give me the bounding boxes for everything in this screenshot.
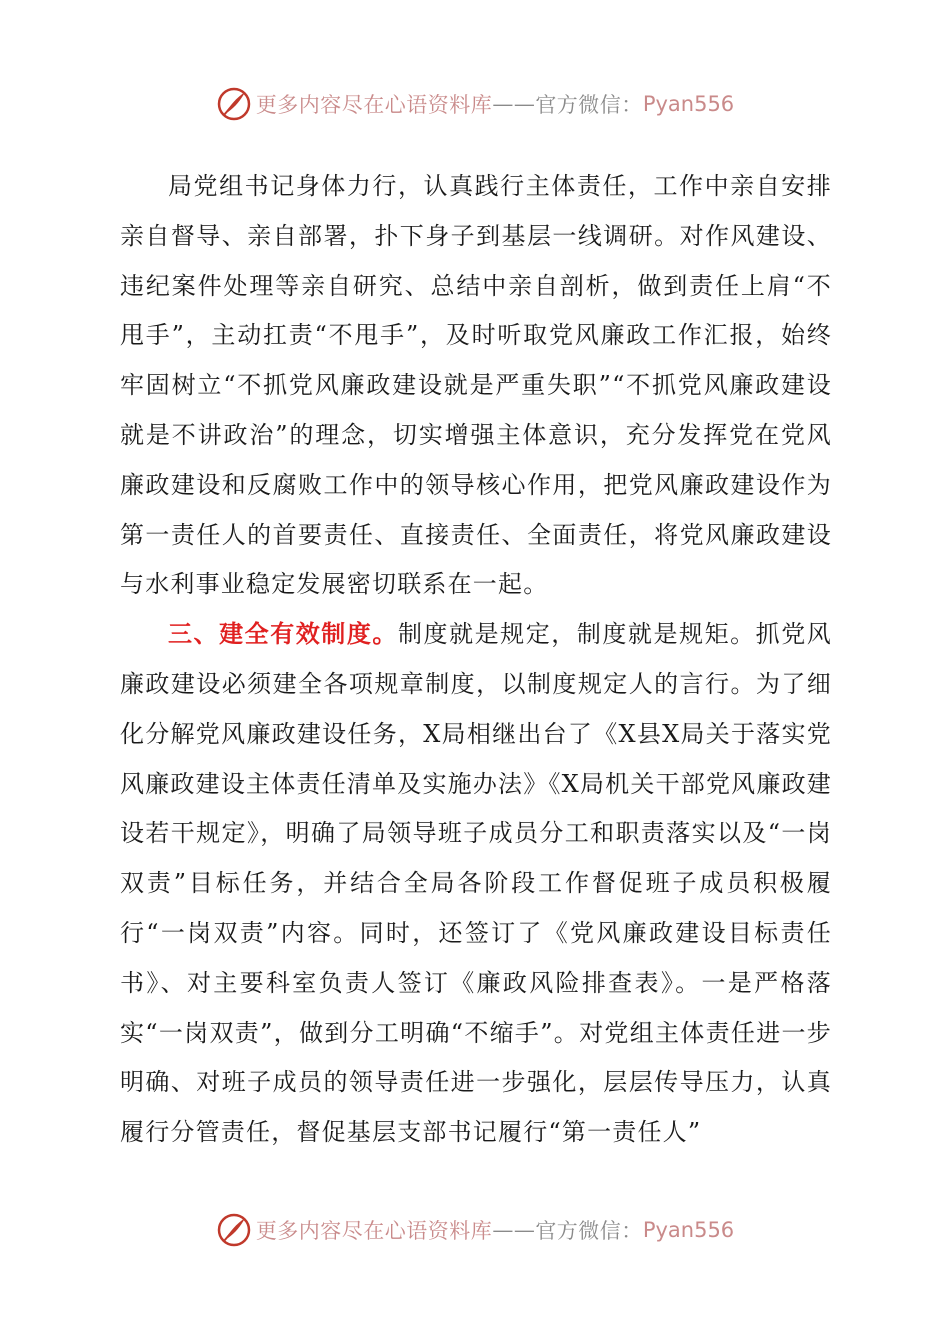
paragraph-2 bbox=[120, 610, 832, 1158]
section-heading: 三、建全有效制度。 bbox=[168, 620, 398, 649]
banner-prefix: 更多内容尽在心语资料库 bbox=[255, 93, 493, 117]
header-watermark-banner bbox=[0, 82, 950, 126]
quill-logo-icon bbox=[216, 1212, 252, 1248]
banner-wechat-id: Pyan556 bbox=[642, 1218, 735, 1242]
banner-official: 官方微信： bbox=[535, 1219, 643, 1243]
paragraph-1-text: 局党组书记身体力行，认真践行主体责任，工作中亲自安排亲自督导、亲自部署，扑下身子到基层一线调研。对作风建设、违纪案件处理等亲自研究、总结中亲自剖析，做到责任上肩“不甩手”，主动扛责“不甩手”，及时听取党风廉政工作汇报，始终牢固树立“不抓党风廉政建设就是严重失职”“不抓党风廉政建设就是不讲政治”的理念，切实增强主体意识，充分发挥党在党风廉政建设和反腐败工作中的领导核心作用，把党风廉政建设作为第一责任人的首要责任、直接责任、全面责任，将党风廉政建设与水利事业稳定发展密切联系在一起。 bbox=[120, 172, 832, 599]
banner-official: 官方微信： bbox=[535, 93, 643, 117]
footer-watermark-banner bbox=[0, 1208, 950, 1252]
banner-dash: —— bbox=[492, 1218, 536, 1242]
paragraph-2-text: 制度就是规定，制度就是规矩。抓党风廉政建设必须建全各项规章制度，以制度规定人的言行。为了细化分解党风廉政建设任务，X局相继出台了《X县X局关于落实党风廉政建设主体责任清单及实施办法》《X局机关干部党风廉政建设若干规定》，明确了局领导班子成员分工和职责落实以及“一岗双责”目标任务，并结合全局各阶段工作督促班子成员积极履行“一岗双责”内容。同时，还签订了《党风廉政建设目标责任书》、对主要科室负责人签订《廉政风险排查表》。一是严格落实“一岗双责”，做到分工明确“不缩手”。对党组主体责任进一步明确、对班子成员的领导责任进一步强化，层层传导压力，认真履行分管责任，督促基层支部书记履行“第一责任人” bbox=[120, 620, 832, 1147]
banner-prefix: 更多内容尽在心语资料库 bbox=[255, 1219, 493, 1243]
paragraph-1 bbox=[120, 162, 832, 610]
banner-dash: —— bbox=[492, 92, 536, 116]
quill-logo-icon bbox=[216, 86, 252, 122]
document-body bbox=[120, 162, 832, 1158]
banner-wechat-id: Pyan556 bbox=[642, 92, 735, 116]
